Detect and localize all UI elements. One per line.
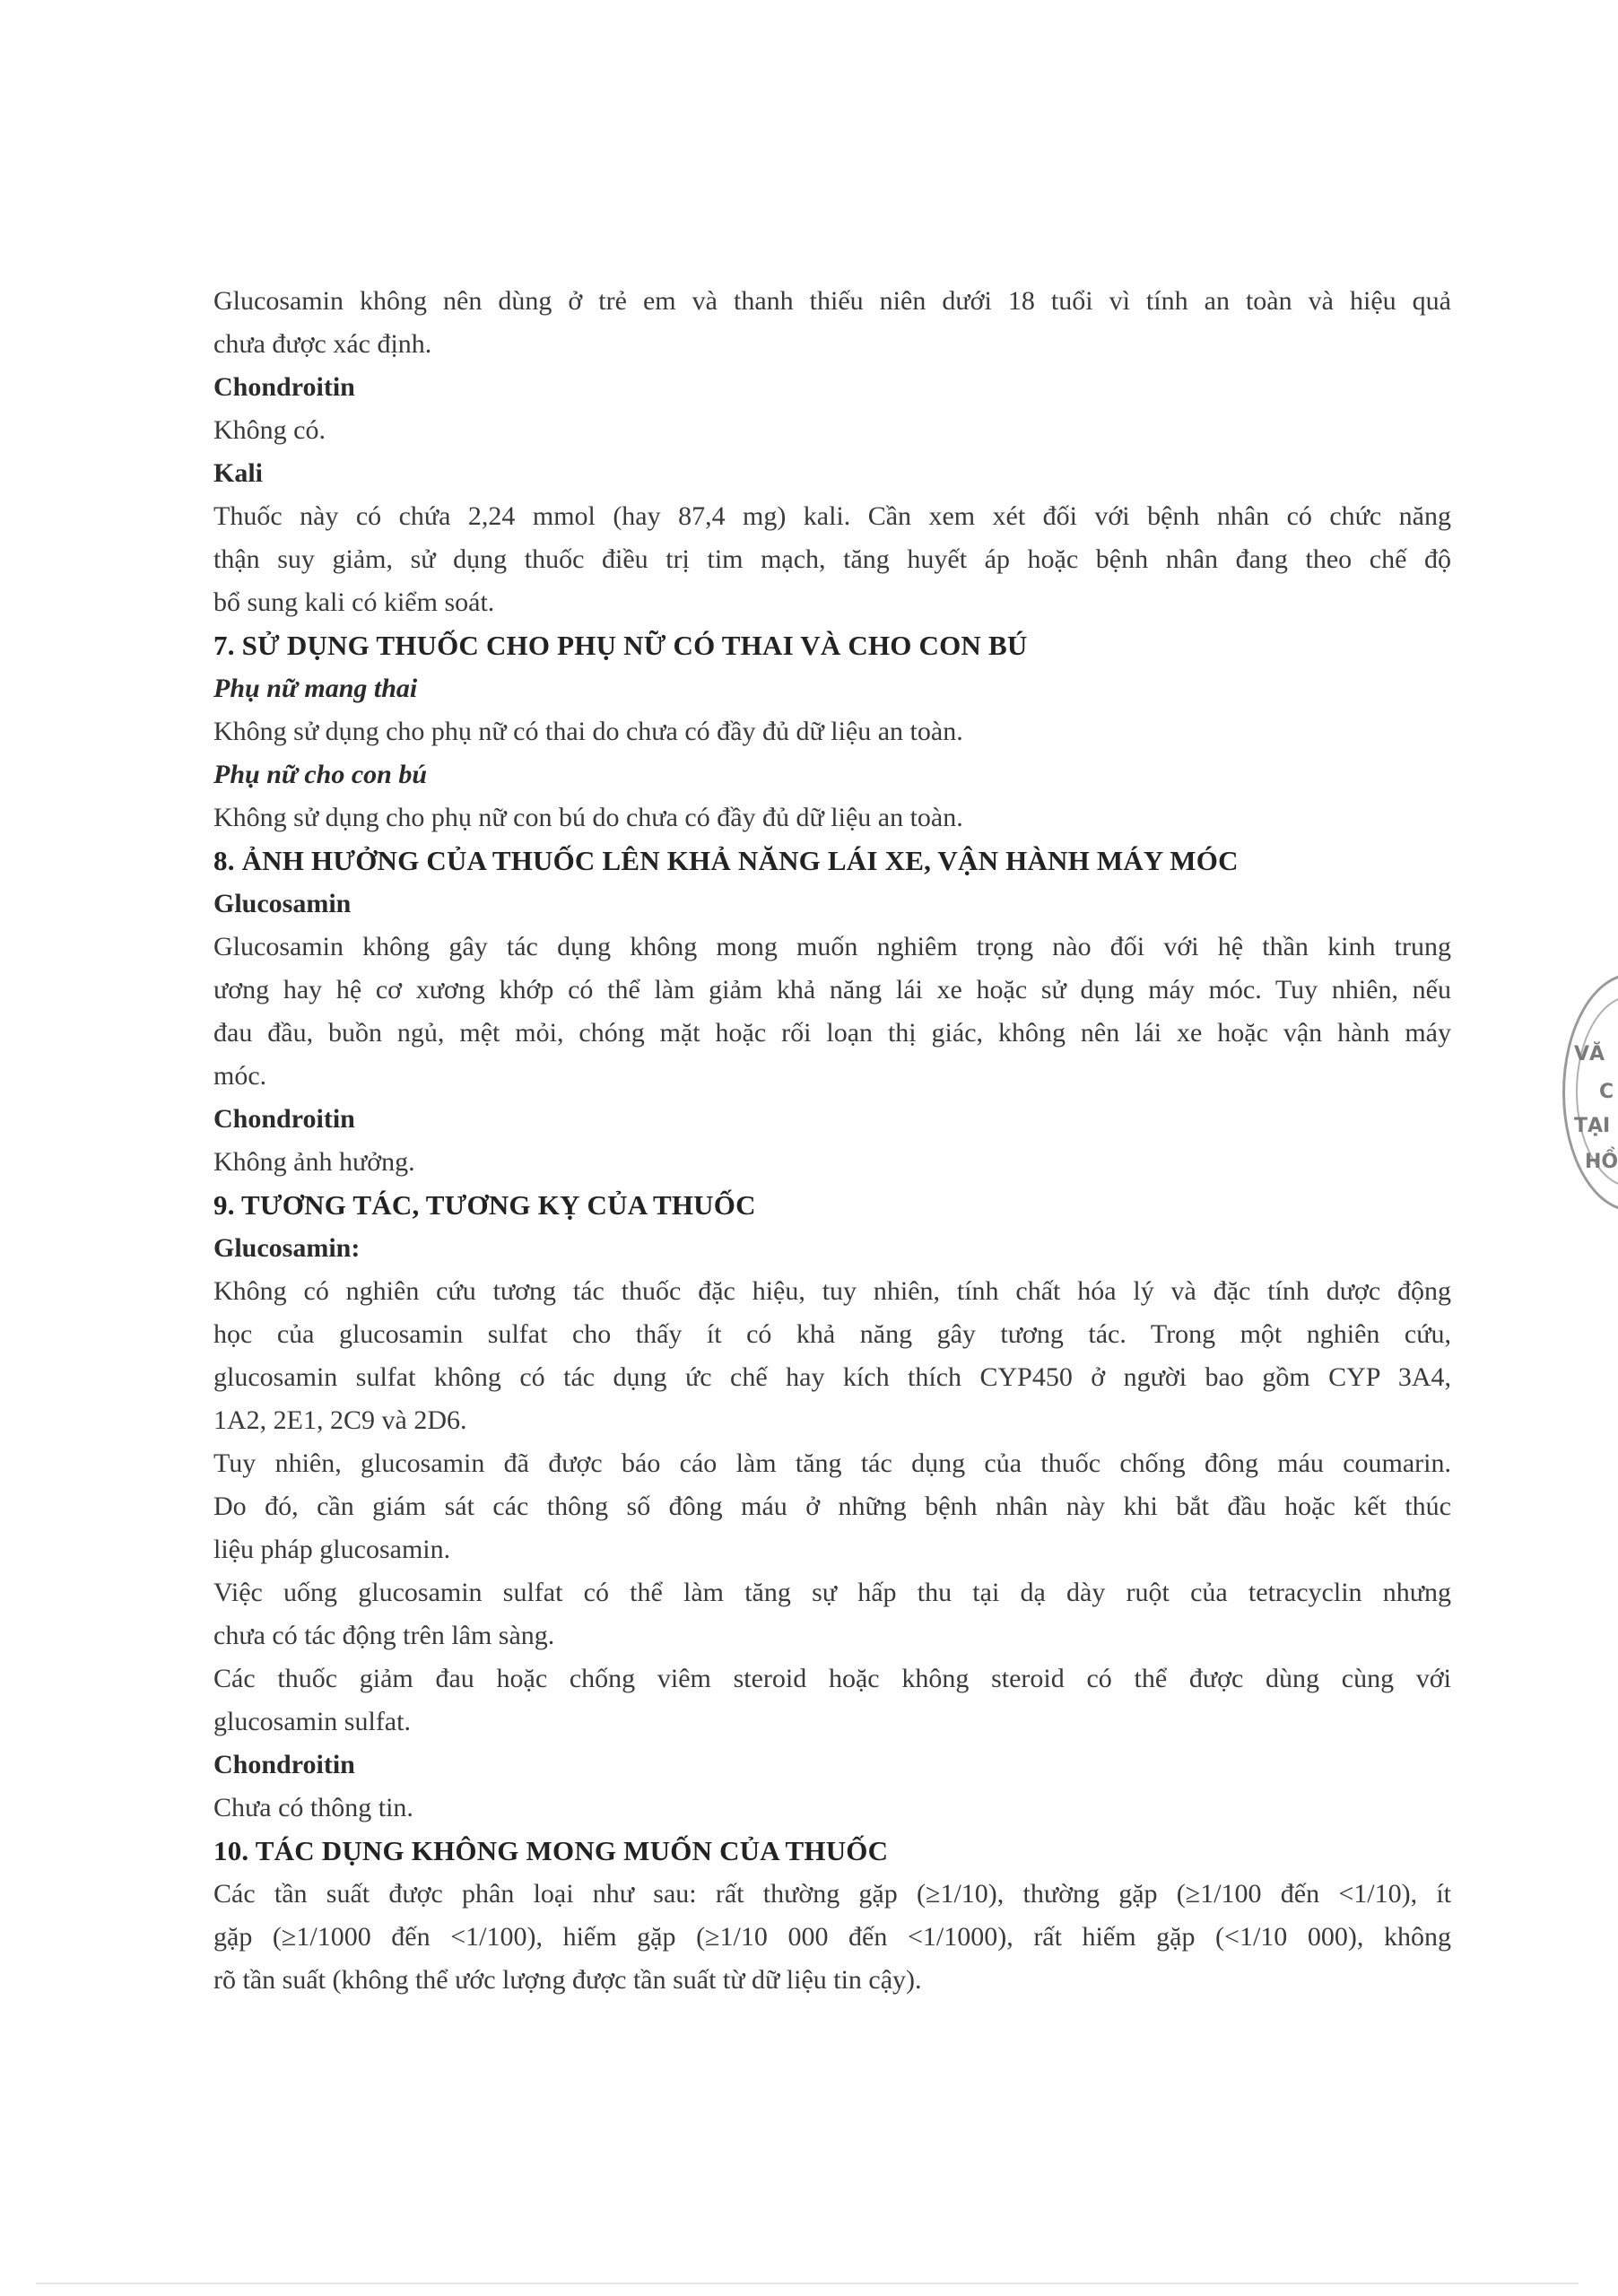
paragraph-line: học của glucosamin sulfat cho thấy ít có khả năng gây tương tác. Trong một nghiên cứu, [213, 1319, 1451, 1349]
paragraph-line: chưa được xác định. [213, 329, 432, 359]
paragraph-line: Chưa có thông tin. [213, 1793, 413, 1822]
paragraph-line: Glucosamin không nên dùng ở trẻ em và thanh thiếu niên dưới 18 tuổi vì tính an toàn và hiệu quả [213, 286, 1451, 316]
paragraph-line: móc. [213, 1061, 267, 1091]
subheading-glucosamin: Glucosamin: [213, 1233, 361, 1263]
paragraph-line: glucosamin sulfat. [213, 1707, 411, 1736]
paragraph-line: Glucosamin không gây tác dụng không mong muốn nghiêm trọng nào đối với hệ thần kinh trung [213, 932, 1451, 961]
subheading-chondroitin: Chondroitin [213, 1104, 355, 1134]
paragraph-line: Do đó, cần giám sát các thông số đông máu ở những bệnh nhân này khi bắt đầu hoặc kết thúc [213, 1492, 1451, 1521]
section-heading-8: 8. ẢNH HƯỞNG CỦA THUỐC LÊN KHẢ NĂNG LÁI XE, VẬN HÀNH MÁY MÓC [213, 845, 1239, 876]
paragraph-line: glucosamin sulfat không có tác dụng ức chế hay kích thích CYP450 ở người bao gồm CYP 3A4, [213, 1362, 1451, 1392]
paragraph-line: Việc uống glucosamin sulfat có thể làm tăng sự hấp thu tại dạ dày ruột của tetracyclin nhưng [213, 1578, 1451, 1607]
paragraph-line: thận suy giảm, sử dụng thuốc điều trị tim mạch, tăng huyết áp hoặc bệnh nhân đang theo chế độ [213, 544, 1451, 574]
paragraph-line: Không có nghiên cứu tương tác thuốc đặc hiệu, tuy nhiên, tính chất hóa lý và đặc tính dược động [213, 1276, 1451, 1306]
paragraph-line: Không ảnh hưởng. [213, 1147, 415, 1177]
subheading-kali: Kali [213, 458, 264, 488]
paragraph-line: rõ tần suất (không thể ước lượng được tần suất từ dữ liệu tin cậy). [213, 1965, 922, 1995]
paragraph-line: bổ sung kali có kiểm soát. [213, 587, 495, 617]
paragraph-line: gặp (≥1/1000 đến <1/100), hiếm gặp (≥1/10 000 đến <1/1000), rất hiếm gặp (<1/10 000), không [213, 1922, 1451, 1952]
paragraph-line: liệu pháp glucosamin. [213, 1535, 451, 1564]
subheading-glucosamin: Glucosamin [213, 889, 352, 918]
stamp-text: VĂ [1574, 1043, 1605, 1065]
stamp-text: C [1599, 1081, 1614, 1103]
paragraph-line: ương hay hệ cơ xương khớp có thể làm giảm khả năng lái xe hoặc sử dụng máy móc. Tuy nhiên, nếu [213, 975, 1451, 1004]
subheading-pregnant: Phụ nữ mang thai [213, 674, 418, 703]
paragraph-line: Không sử dụng cho phụ nữ con bú do chưa có đầy đủ dữ liệu an toàn. [213, 803, 963, 832]
subheading-breastfeeding: Phụ nữ cho con bú [213, 760, 428, 789]
stamp-text: TẠI [1574, 1115, 1611, 1137]
paragraph-line: Thuốc này có chứa 2,24 mmol (hay 87,4 mg) kali. Cần xem xét đối với bệnh nhân có chức năng [213, 501, 1451, 531]
subheading-chondroitin: Chondroitin [213, 1750, 355, 1779]
paragraph-line: chưa có tác động trên lâm sàng. [213, 1621, 555, 1650]
paragraph-line: Các tần suất được phân loại như sau: rất thường gặp (≥1/10), thường gặp (≥1/100 đến <1/10), ít [213, 1879, 1451, 1909]
page-bottom-edge [36, 2283, 1579, 2284]
section-heading-9: 9. TƯƠNG TÁC, TƯƠNG KỴ CỦA THUỐC [213, 1189, 756, 1221]
subheading-chondroitin: Chondroitin [213, 372, 355, 402]
paragraph-line: Các thuốc giảm đau hoặc chống viêm steroid hoặc không steroid có thể được dùng cùng với [213, 1664, 1451, 1693]
section-heading-7: 7. SỬ DỤNG THUỐC CHO PHỤ NỮ CÓ THAI VÀ CHO CON BÚ [213, 630, 1028, 661]
official-stamp [1562, 973, 1618, 1212]
paragraph-line: 1A2, 2E1, 2C9 và 2D6. [213, 1405, 467, 1435]
paragraph-line: Không có. [213, 415, 326, 445]
document-body [213, 280, 1451, 2002]
stamp-text: HỒ [1585, 1151, 1618, 1173]
paragraph-line: Tuy nhiên, glucosamin đã được báo cáo làm tăng tác dụng của thuốc chống đông máu coumarin. [213, 1448, 1451, 1478]
paragraph-line: đau đầu, buồn ngủ, mệt mỏi, chóng mặt hoặc rối loạn thị giác, không nên lái xe hoặc vận hành máy [213, 1018, 1451, 1048]
section-heading-10: 10. TÁC DỤNG KHÔNG MONG MUỐN CỦA THUỐC [213, 1835, 889, 1866]
paragraph-line: Không sử dụng cho phụ nữ có thai do chưa có đầy đủ dữ liệu an toàn. [213, 717, 963, 746]
